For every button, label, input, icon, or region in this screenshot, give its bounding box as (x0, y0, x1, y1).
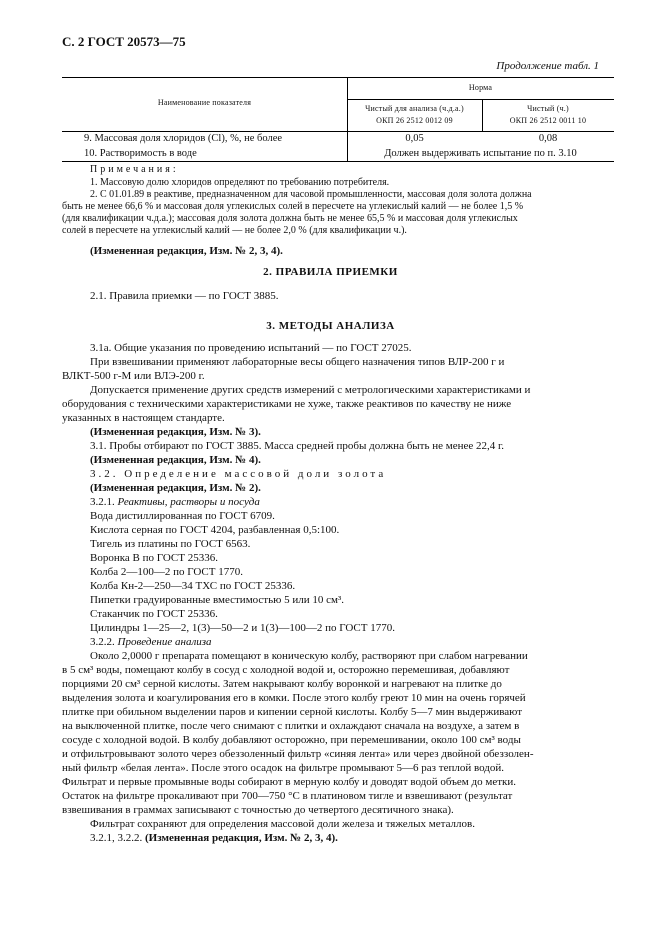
analysis-line: выделения золота и коагулирования его в комки. После этого колбу греют 10 мин на очень горячей (62, 692, 526, 704)
reagent-item: Колба 2—100—2 по ГОСТ 1770. (90, 566, 243, 578)
edition-note: (Измененная редакция, Изм. № 2, 3, 4). (90, 245, 283, 257)
analysis-line: в 5 см³ воды, помещают колбу в сосуд с холодной водой и, осторожно перемешивая, добавляют (62, 664, 510, 676)
reagent-item: Вода дистиллированная по ГОСТ 6709. (90, 510, 275, 522)
page-header: С. 2 ГОСТ 20573—75 (62, 34, 186, 49)
note-2-line: 2. С 01.01.89 в реактиве, предназначенном для часовой промышленности, массовая доля золота должна (90, 189, 532, 200)
table-norm-rule (347, 99, 614, 100)
reagent-item: Воронка В по ГОСТ 25336. (90, 552, 218, 564)
col-header-chem: Чистый (ч.) (527, 104, 569, 113)
clause-3-1: 3.1. Пробы отбирают по ГОСТ 3885. Масса средней пробы должна быть не менее 22,4 г. (90, 440, 505, 452)
clause-3-2-1 (90, 496, 260, 508)
filtrate-note: Фильтрат сохраняют для определения массовой доли железа и тяжелых металлов. (90, 818, 475, 830)
reagent-item: Колба Кн-2—250—34 ТХС по ГОСТ 25336. (90, 580, 296, 592)
clause-numbers: 3.2.1, 3.2.2. (90, 832, 143, 844)
analysis-line: порциями 20 см³ серной кислоты. Затем накрывают колбу воронкой и нагревают на плитке до (62, 678, 502, 690)
edition-note: (Измененная редакция, Изм. № 3). (90, 426, 261, 438)
col-header-pure: Чистый для анализа (ч.д.а.) (365, 104, 464, 113)
note-2-line: солей в пересчете на углекислый калий — не более 2,0 % (для квалификации ч.). (62, 225, 407, 236)
table-row-value: 0,08 (538, 133, 558, 144)
clause-number: 3.2.1. (90, 496, 115, 508)
analysis-line: Остаток на фильтре прокаливают при 700—750 °С в платиновом тигле и взвешивают (результат (62, 790, 513, 802)
table-header-bottom-rule (62, 131, 614, 132)
section-2-title: 2. ПРАВИЛА ПРИЕМКИ (263, 266, 398, 278)
norms-table (62, 77, 614, 132)
analysis-line: Фильтрат и первые промывные воды собирают в мерную колбу и доводят водой объем до метки. (62, 776, 516, 788)
note-2-line: быть не менее 66,6 % и массовая доля углекислых солей в пересчете на углекислый калий — не более 1,5 % (62, 201, 524, 212)
analysis-line: ный фильтр «белая лента». После этого осадок на фильтре промывают 5—6 раз теплой водой. (62, 762, 505, 774)
table-continuation-label: Продолжение табл. 1 (496, 60, 599, 72)
clause-3-2: 3.2. Определение массовой доли золота (90, 468, 387, 480)
reagent-item: Стаканчик по ГОСТ 25336. (90, 608, 218, 620)
analysis-line: и отфильтровывают золото через обеззоленный фильтр «синяя лента» или через двойной обеззолен- (62, 748, 534, 760)
clause-line: При взвешивании применяют лабораторные весы общего назначения типов ВЛР-200 г и (90, 356, 505, 368)
edition-note: (Измененная редакция, Изм. № 4). (90, 454, 261, 466)
notes-title: Примечания: (90, 164, 179, 175)
clause-line: Допускается применение других средств измерений с метрологическими характеристиками и (90, 384, 531, 396)
section-3-title: 3. МЕТОДЫ АНАЛИЗА (266, 320, 395, 332)
final-edition-line (90, 832, 338, 844)
table-top-rule (62, 77, 614, 78)
clause-3-1a: 3.1а. Общие указания по проведению испытаний — по ГОСТ 27025. (90, 342, 412, 354)
analysis-line: сосуде с холодной водой. В колбу добавляют осторожно, при перемешивании, около 100 см³ воды (62, 734, 521, 746)
table-body-col-divider (347, 132, 348, 162)
col-header-chem-code: ОКП 26 2512 0011 10 (509, 116, 587, 125)
analysis-line: на выключенной плитке, после чего снимают с плитки и охлаждают сначала на воздухе, а затем в (62, 720, 520, 732)
edition-note: (Измененная редакция, Изм. № 2, 3, 4). (145, 832, 338, 844)
col-header-name: Наименование показателя (157, 98, 252, 107)
clause-line: оборудования с техническими характеристиками не хуже, также реактивов по качеству не ниже (62, 398, 512, 410)
note-2-line: (для квалификации ч.д.а.); массовая доля золота должна быть не менее 65,5 % и массовая доля углекислых (62, 213, 518, 224)
note-1: 1. Массовую долю хлоридов определяют по требованию потребителя. (90, 177, 390, 188)
reagent-item: Кислота серная по ГОСТ 4204, разбавленная 0,5:100. (90, 524, 340, 536)
edition-note: (Измененная редакция, Изм. № 2). (90, 482, 261, 494)
col-header-norm: Норма (468, 83, 493, 92)
clause-heading: Реактивы, растворы и посуда (117, 496, 260, 508)
table-row-merged-value: Должен выдерживать испытание по п. 3.10 (384, 148, 577, 159)
col-header-pure-code: ОКП 26 2512 0012 09 (376, 116, 453, 125)
table-row-name: 9. Массовая доля хлоридов (Cl), %, не более (84, 133, 283, 144)
table-bottom-rule (62, 161, 614, 162)
clause-3-2-2 (90, 636, 212, 648)
analysis-line: Около 2,0000 г препарата помещают в коническую колбу, растворяют при слабом нагревании (90, 650, 528, 662)
table-row-name: 10. Растворимость в воде (84, 148, 197, 159)
clause-line: указанных в настоящем стандарте. (62, 412, 225, 424)
clause-heading: Проведение анализа (117, 636, 212, 648)
analysis-line: плитке при обильном выделении паров и кипении серной кислоты. Колбу 5—7 мин выдерживают (62, 706, 523, 718)
reagent-item: Тигель из платины по ГОСТ 6563. (90, 538, 251, 550)
reagent-item: Пипетки градуированные вместимостью 5 или 10 см³. (90, 594, 345, 606)
clause-2-1: 2.1. Правила приемки — по ГОСТ 3885. (90, 290, 279, 302)
clause-line: ВЛКТ-500 г-М или ВЛЭ-200 г. (62, 370, 205, 382)
reagent-item: Цилиндры 1—25—2, 1(3)—50—2 и 1(3)—100—2 по ГОСТ 1770. (90, 622, 395, 634)
analysis-line: взвешивания в граммах записывают с точностью до четвертого десятичного знака). (62, 804, 454, 816)
table-row-value: 0,05 (405, 133, 424, 144)
clause-number: 3.2.2. (90, 636, 115, 648)
